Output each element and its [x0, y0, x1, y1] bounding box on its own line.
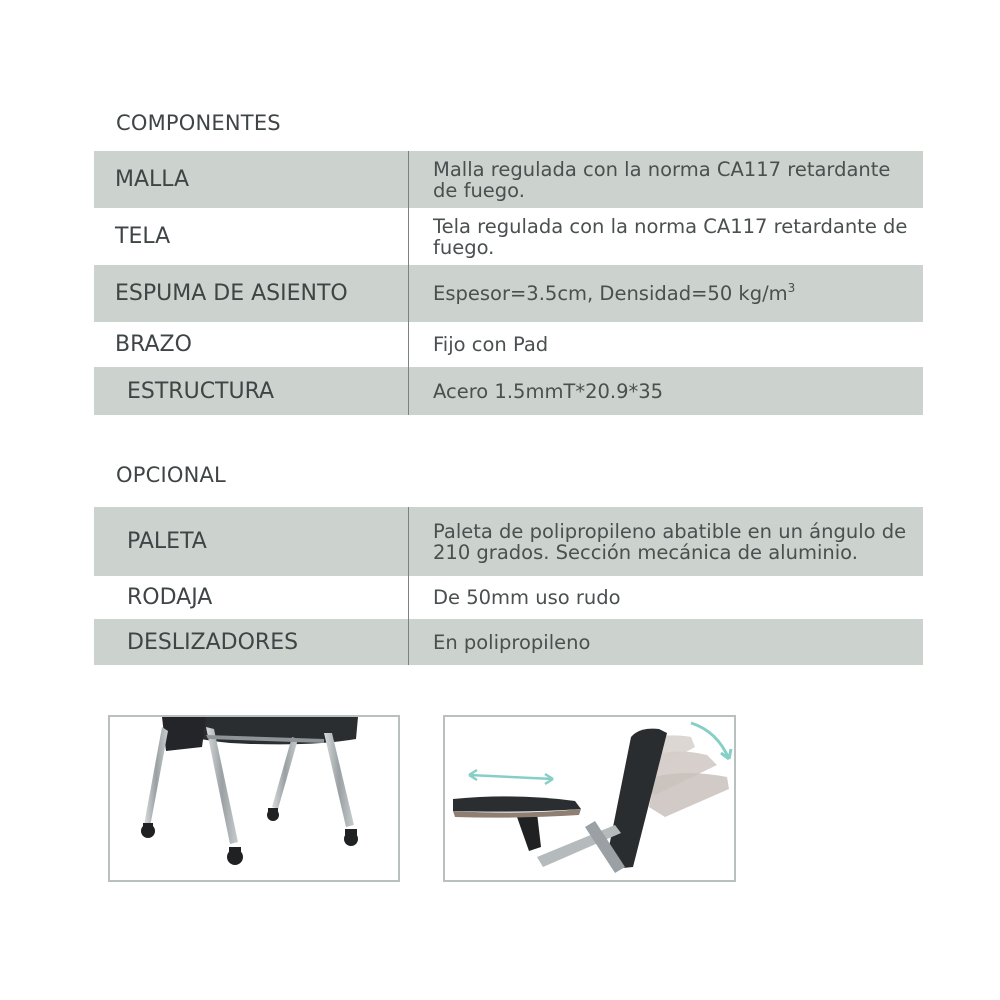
- table-row: [94, 576, 923, 619]
- row-label: PALETA: [127, 529, 207, 554]
- table-row: [94, 619, 923, 665]
- row-value: Paleta de polipropileno abatible en un ángulo de 210 grados. Sección mecánica de aluminio.: [433, 519, 907, 564]
- folding-tablet-arm-photo: [443, 715, 736, 882]
- superscript: 3: [787, 281, 796, 295]
- table-row: [94, 265, 923, 322]
- row-label: DESLIZADORES: [127, 629, 299, 655]
- chair-base-casters-illustration: [110, 717, 398, 880]
- components-title: COMPONENTES: [116, 111, 281, 135]
- components-table: [94, 151, 923, 415]
- row-value-text: Espesor=3.5cm, Densidad=50 kg/m: [433, 282, 788, 305]
- optional-title: OPCIONAL: [116, 463, 226, 487]
- row-label: MALLA: [115, 167, 190, 192]
- row-value: Malla regulada con la norma CA117 retardante de fuego.: [433, 157, 891, 202]
- column-divider: [408, 151, 409, 415]
- table-row: [94, 367, 923, 415]
- row-value: [407, 283, 923, 304]
- optional-table: [94, 507, 923, 665]
- row-value: Fijo con Pad: [433, 333, 549, 356]
- row-label: ESTRUCTURA: [127, 378, 275, 404]
- chair-base-casters-photo: [108, 715, 400, 882]
- column-divider: [408, 507, 409, 665]
- row-value: De 50mm uso rudo: [433, 586, 621, 609]
- table-row: [94, 208, 923, 265]
- row-value: Acero 1.5mmT*20.9*35: [433, 379, 664, 403]
- row-label: TELA: [115, 224, 171, 249]
- row-label: RODAJA: [127, 585, 213, 610]
- row-value: En polipropileno: [433, 630, 591, 654]
- table-row: [94, 151, 923, 208]
- table-row: [94, 322, 923, 367]
- table-row: [94, 507, 923, 576]
- row-label: ESPUMA DE ASIENTO: [115, 281, 348, 306]
- row-label: BRAZO: [115, 332, 192, 357]
- folding-tablet-arm-illustration: [445, 717, 734, 880]
- row-value: Tela regulada con la norma CA117 retardante de fuego.: [433, 214, 908, 259]
